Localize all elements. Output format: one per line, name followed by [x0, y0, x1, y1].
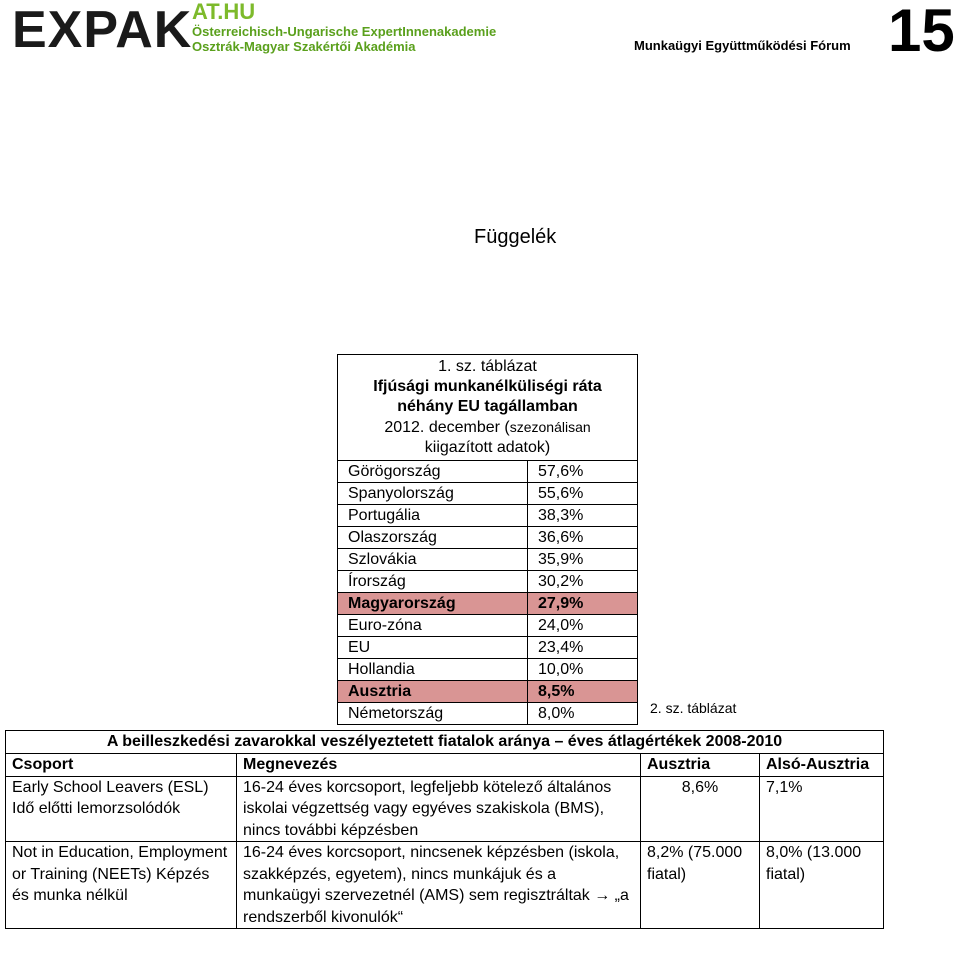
rate-cell: 23,4%: [528, 637, 638, 659]
country-cell: Szlovákia: [338, 549, 528, 571]
rate-cell: 10,0%: [528, 659, 638, 681]
table-row: [338, 637, 638, 659]
country-cell: Németország: [338, 703, 528, 725]
section-title: Függelék: [474, 226, 557, 248]
table-row: [338, 615, 638, 637]
table1-date-line2: kiigazított adatok): [424, 439, 551, 456]
table1-title-line2: néhány EU tagállamban: [397, 398, 578, 415]
description-cell: 16-24 éves korcsoport, legfeljebb kötelező általános iskolai végzettség vagy egyéves szakiskola (BMS), nincs további képzésben: [237, 776, 641, 842]
expak-logo: EXPAK: [12, 1, 193, 59]
description-cell: 16-24 éves korcsoport, nincsenek képzésben (iskola, szakképzés, egyetem), nincs munkájuk és a munkaügyi szervezetnél (AMS) sem regisztráltak → „a rendszerből kivonulók“: [237, 842, 641, 929]
table2-header-row: [6, 754, 884, 777]
table-row: [338, 703, 638, 725]
athu-logo: AT.HU: [192, 0, 256, 24]
table1-date-small: szezonálisan: [509, 419, 591, 435]
rate-cell: 8,5%: [528, 681, 638, 703]
at-risk-youth-table: [5, 730, 884, 929]
table-row: [338, 659, 638, 681]
rate-cell: 27,9%: [528, 593, 638, 615]
table-row: [338, 527, 638, 549]
table-row: [6, 842, 884, 929]
table-row-highlighted: [338, 593, 638, 615]
youth-unemployment-table: [337, 354, 638, 725]
table-row: [338, 571, 638, 593]
country-cell: Spanyolország: [338, 483, 528, 505]
table-row: [338, 461, 638, 483]
column-header-lower-austria: Alsó-Ausztria: [760, 754, 884, 777]
rate-cell: 30,2%: [528, 571, 638, 593]
table1-date: 2012. december (: [384, 419, 510, 436]
lower-austria-value-cell: 7,1%: [760, 776, 884, 842]
forum-title: Munkaügyi Együttműködési Fórum: [634, 38, 851, 53]
austria-value-cell: 8,6%: [641, 776, 760, 842]
academy-name-de: Österreichisch-Ungarische ExpertInnenakademie: [192, 24, 497, 39]
rate-cell: 8,0%: [528, 703, 638, 725]
country-cell: Magyarország: [338, 593, 528, 615]
rate-cell: 24,0%: [528, 615, 638, 637]
rate-cell: 57,6%: [528, 461, 638, 483]
country-cell: Ausztria: [338, 681, 528, 703]
table2-title-row: [6, 731, 884, 754]
country-cell: Írország: [338, 571, 528, 593]
rate-cell: 55,6%: [528, 483, 638, 505]
table-row: [6, 776, 884, 842]
table1-header-row: [338, 355, 638, 461]
rate-cell: 35,9%: [528, 549, 638, 571]
country-cell: Olaszország: [338, 527, 528, 549]
table2-caption: 2. sz. táblázat: [650, 700, 737, 716]
table-row: [338, 549, 638, 571]
table1-title-line1: Ifjúsági munkanélküliségi ráta: [373, 378, 602, 395]
table-row: [338, 483, 638, 505]
academy-name-hu: Osztrák-Magyar Szakértői Akadémia: [192, 39, 416, 54]
country-cell: Portugália: [338, 505, 528, 527]
rate-cell: 36,6%: [528, 527, 638, 549]
table2-title: A beilleszkedési zavarokkal veszélyeztetett fiatalok aránya – éves átlagértékek 2008-2010: [6, 731, 884, 754]
group-cell: Early School Leavers (ESL) Idő előtti lemorzsolódók: [6, 776, 237, 842]
group-cell: Not in Education, Employment or Training (NEETs) Képzés és munka nélkül: [6, 842, 237, 929]
country-cell: Euro-zóna: [338, 615, 528, 637]
country-cell: Görögország: [338, 461, 528, 483]
table1-header: [338, 355, 638, 461]
lower-austria-value-cell: 8,0% (13.000 fiatal): [760, 842, 884, 929]
column-header-austria: Ausztria: [641, 754, 760, 777]
austria-value-cell: 8,2% (75.000 fiatal): [641, 842, 760, 929]
table-row-highlighted: [338, 681, 638, 703]
column-header-group: Csoport: [6, 754, 237, 777]
table1-caption: 1. sz. táblázat: [438, 358, 537, 375]
page-number: 15: [888, 0, 955, 64]
rate-cell: 38,3%: [528, 505, 638, 527]
table-row: [338, 505, 638, 527]
country-cell: Hollandia: [338, 659, 528, 681]
table1-date-line: [342, 417, 633, 438]
column-header-name: Megnevezés: [237, 754, 641, 777]
country-cell: EU: [338, 637, 528, 659]
